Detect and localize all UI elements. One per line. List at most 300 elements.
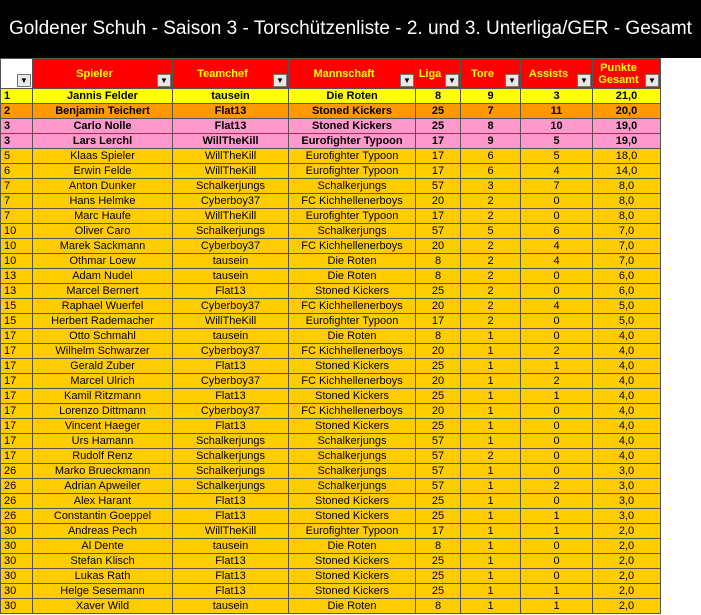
liga-cell[interactable]: 17 [416, 149, 461, 164]
table-row[interactable] [1, 419, 661, 434]
punkte-cell[interactable]: 20,0 [593, 104, 661, 119]
tore-cell[interactable]: 1 [461, 479, 521, 494]
punkte-cell[interactable]: 8,0 [593, 179, 661, 194]
punkte-cell[interactable]: 21,0 [593, 89, 661, 104]
punkte-cell[interactable]: 2,0 [593, 599, 661, 614]
teamchef-cell[interactable]: WillTheKill [173, 314, 289, 329]
assists-cell[interactable]: 1 [521, 359, 593, 374]
tore-cell[interactable]: 1 [461, 329, 521, 344]
player-cell[interactable]: Kamil Ritzmann [33, 389, 173, 404]
assists-cell[interactable]: 0 [521, 284, 593, 299]
team-cell[interactable]: Eurofighter Typoon [289, 524, 416, 539]
teamchef-cell[interactable]: WillTheKill [173, 149, 289, 164]
tore-cell[interactable]: 2 [461, 209, 521, 224]
table-row[interactable] [1, 389, 661, 404]
teamchef-cell[interactable]: Schalkerjungs [173, 464, 289, 479]
player-cell[interactable]: Andreas Pech [33, 524, 173, 539]
tore-cell[interactable]: 1 [461, 494, 521, 509]
team-cell[interactable]: Stoned Kickers [289, 569, 416, 584]
punkte-cell[interactable]: 14,0 [593, 164, 661, 179]
player-cell[interactable]: Herbert Rademacher [33, 314, 173, 329]
punkte-cell[interactable]: 8,0 [593, 194, 661, 209]
player-cell[interactable]: Xaver Wild [33, 599, 173, 614]
team-cell[interactable]: Stoned Kickers [289, 419, 416, 434]
player-cell[interactable]: Stefan Klisch [33, 554, 173, 569]
player-cell[interactable]: Erwin Felde [33, 164, 173, 179]
assists-cell[interactable]: 0 [521, 419, 593, 434]
teamchef-cell[interactable]: tausein [173, 539, 289, 554]
liga-cell[interactable]: 57 [416, 449, 461, 464]
liga-cell[interactable]: 25 [416, 104, 461, 119]
player-cell[interactable]: Benjamin Teichert [33, 104, 173, 119]
table-row[interactable] [1, 539, 661, 554]
punkte-cell[interactable]: 4,0 [593, 389, 661, 404]
table-row[interactable] [1, 104, 661, 119]
liga-cell[interactable]: 57 [416, 179, 461, 194]
liga-cell[interactable]: 8 [416, 599, 461, 614]
team-cell[interactable]: Stoned Kickers [289, 359, 416, 374]
punkte-cell[interactable]: 5,0 [593, 314, 661, 329]
rank-cell[interactable]: 17 [1, 419, 33, 434]
table-row[interactable] [1, 164, 661, 179]
assists-cell[interactable]: 0 [521, 194, 593, 209]
team-cell[interactable]: Schalkerjungs [289, 224, 416, 239]
tore-cell[interactable]: 2 [461, 299, 521, 314]
teamchef-cell[interactable]: tausein [173, 269, 289, 284]
team-cell[interactable]: Eurofighter Typoon [289, 149, 416, 164]
team-cell[interactable]: Stoned Kickers [289, 119, 416, 134]
team-cell[interactable]: Stoned Kickers [289, 284, 416, 299]
punkte-cell[interactable]: 19,0 [593, 134, 661, 149]
tore-cell[interactable]: 1 [461, 359, 521, 374]
player-cell[interactable]: Lukas Rath [33, 569, 173, 584]
tore-cell[interactable]: 8 [461, 119, 521, 134]
punkte-cell[interactable]: 3,0 [593, 464, 661, 479]
liga-cell[interactable]: 20 [416, 194, 461, 209]
team-cell[interactable]: FC Kichhellenerboys [289, 239, 416, 254]
team-cell[interactable]: Schalkerjungs [289, 179, 416, 194]
assists-cell[interactable]: 7 [521, 179, 593, 194]
table-row[interactable] [1, 449, 661, 464]
team-cell[interactable]: Die Roten [289, 89, 416, 104]
player-cell[interactable]: Marc Haufe [33, 209, 173, 224]
rank-cell[interactable]: 30 [1, 539, 33, 554]
table-row[interactable] [1, 314, 661, 329]
player-cell[interactable]: Jannis Felder [33, 89, 173, 104]
team-cell[interactable]: Stoned Kickers [289, 509, 416, 524]
player-cell[interactable]: Constantin Goeppel [33, 509, 173, 524]
assists-cell[interactable]: 2 [521, 479, 593, 494]
liga-cell[interactable]: 8 [416, 89, 461, 104]
table-row[interactable] [1, 359, 661, 374]
liga-cell[interactable]: 8 [416, 329, 461, 344]
punkte-cell[interactable]: 2,0 [593, 539, 661, 554]
liga-cell[interactable]: 17 [416, 524, 461, 539]
player-cell[interactable]: Adam Nudel [33, 269, 173, 284]
tore-cell[interactable]: 5 [461, 224, 521, 239]
tore-cell[interactable]: 1 [461, 434, 521, 449]
punkte-cell[interactable]: 4,0 [593, 374, 661, 389]
punkte-cell[interactable]: 2,0 [593, 554, 661, 569]
teamchef-cell[interactable]: tausein [173, 329, 289, 344]
tore-cell[interactable]: 2 [461, 449, 521, 464]
liga-cell[interactable]: 25 [416, 569, 461, 584]
rank-cell[interactable]: 17 [1, 374, 33, 389]
teamchef-cell[interactable]: Flat13 [173, 119, 289, 134]
rank-cell[interactable]: 7 [1, 179, 33, 194]
rank-cell[interactable]: 10 [1, 224, 33, 239]
player-cell[interactable]: Marek Sackmann [33, 239, 173, 254]
assists-cell[interactable]: 0 [521, 449, 593, 464]
assists-cell[interactable]: 0 [521, 554, 593, 569]
table-row[interactable] [1, 404, 661, 419]
tore-cell[interactable]: 1 [461, 569, 521, 584]
player-cell[interactable]: Otto Schmahl [33, 329, 173, 344]
tore-cell[interactable]: 2 [461, 269, 521, 284]
rank-cell[interactable]: 26 [1, 494, 33, 509]
punkte-cell[interactable]: 2,0 [593, 569, 661, 584]
punkte-cell[interactable]: 7,0 [593, 254, 661, 269]
table-row[interactable] [1, 299, 661, 314]
assists-cell[interactable]: 0 [521, 434, 593, 449]
player-cell[interactable]: Al Dente [33, 539, 173, 554]
tore-cell[interactable]: 1 [461, 404, 521, 419]
tore-cell[interactable]: 2 [461, 284, 521, 299]
tore-cell[interactable]: 1 [461, 599, 521, 614]
team-cell[interactable]: Die Roten [289, 539, 416, 554]
tore-cell[interactable]: 2 [461, 314, 521, 329]
tore-cell[interactable]: 3 [461, 179, 521, 194]
liga-cell[interactable]: 8 [416, 254, 461, 269]
teamchef-cell[interactable]: WillTheKill [173, 209, 289, 224]
liga-cell[interactable]: 25 [416, 554, 461, 569]
assists-cell[interactable]: 3 [521, 89, 593, 104]
teamchef-cell[interactable]: WillTheKill [173, 524, 289, 539]
punkte-cell[interactable]: 8,0 [593, 209, 661, 224]
tore-cell[interactable]: 1 [461, 464, 521, 479]
assists-cell[interactable]: 1 [521, 389, 593, 404]
assists-cell[interactable]: 1 [521, 599, 593, 614]
assists-cell[interactable]: 0 [521, 569, 593, 584]
punkte-cell[interactable]: 4,0 [593, 359, 661, 374]
liga-cell[interactable]: 8 [416, 269, 461, 284]
player-cell[interactable]: Vincent Haeger [33, 419, 173, 434]
punkte-cell[interactable]: 7,0 [593, 224, 661, 239]
team-cell[interactable]: Die Roten [289, 269, 416, 284]
rank-cell[interactable]: 15 [1, 314, 33, 329]
table-row[interactable] [1, 494, 661, 509]
assists-cell[interactable]: 0 [521, 329, 593, 344]
assists-cell[interactable]: 0 [521, 539, 593, 554]
punkte-cell[interactable]: 6,0 [593, 284, 661, 299]
filter-dropdown-icon[interactable]: ▼ [157, 74, 171, 87]
teamchef-cell[interactable]: Flat13 [173, 419, 289, 434]
liga-cell[interactable]: 20 [416, 299, 461, 314]
assists-cell[interactable]: 0 [521, 494, 593, 509]
punkte-cell[interactable]: 3,0 [593, 479, 661, 494]
table-row[interactable] [1, 509, 661, 524]
tore-cell[interactable]: 9 [461, 89, 521, 104]
teamchef-cell[interactable]: Schalkerjungs [173, 179, 289, 194]
rank-cell[interactable]: 26 [1, 479, 33, 494]
rank-cell[interactable]: 17 [1, 329, 33, 344]
table-row[interactable] [1, 479, 661, 494]
teamchef-cell[interactable]: Flat13 [173, 494, 289, 509]
team-cell[interactable]: FC Kichhellenerboys [289, 344, 416, 359]
tore-cell[interactable]: 6 [461, 149, 521, 164]
team-cell[interactable]: Stoned Kickers [289, 104, 416, 119]
team-cell[interactable]: Eurofighter Typoon [289, 164, 416, 179]
teamchef-cell[interactable]: tausein [173, 254, 289, 269]
player-cell[interactable]: Marcel Ulrich [33, 374, 173, 389]
table-row[interactable] [1, 569, 661, 584]
assists-cell[interactable]: 2 [521, 344, 593, 359]
assists-cell[interactable]: 4 [521, 239, 593, 254]
table-row[interactable] [1, 329, 661, 344]
liga-cell[interactable]: 20 [416, 239, 461, 254]
team-cell[interactable]: Stoned Kickers [289, 584, 416, 599]
liga-cell[interactable]: 20 [416, 404, 461, 419]
team-cell[interactable]: Die Roten [289, 254, 416, 269]
liga-cell[interactable]: 57 [416, 224, 461, 239]
player-cell[interactable]: Othmar Loew [33, 254, 173, 269]
teamchef-cell[interactable]: Schalkerjungs [173, 224, 289, 239]
team-cell[interactable]: Eurofighter Typoon [289, 209, 416, 224]
punkte-cell[interactable]: 4,0 [593, 404, 661, 419]
assists-cell[interactable]: 0 [521, 209, 593, 224]
rank-cell[interactable]: 13 [1, 284, 33, 299]
player-cell[interactable]: Gerald Zuber [33, 359, 173, 374]
rank-cell[interactable]: 7 [1, 209, 33, 224]
assists-cell[interactable]: 11 [521, 104, 593, 119]
teamchef-cell[interactable]: Flat13 [173, 389, 289, 404]
teamchef-cell[interactable]: Schalkerjungs [173, 434, 289, 449]
tore-cell[interactable]: 1 [461, 584, 521, 599]
rank-cell[interactable]: 17 [1, 404, 33, 419]
tore-cell[interactable]: 1 [461, 344, 521, 359]
table-row[interactable] [1, 89, 661, 104]
filter-dropdown-icon[interactable]: ▼ [577, 74, 591, 87]
teamchef-cell[interactable]: tausein [173, 599, 289, 614]
table-row[interactable] [1, 344, 661, 359]
player-cell[interactable]: Anton Dunker [33, 179, 173, 194]
rank-cell[interactable]: 26 [1, 509, 33, 524]
table-row[interactable] [1, 524, 661, 539]
filter-dropdown-icon[interactable]: ▼ [505, 74, 519, 87]
rank-cell[interactable]: 26 [1, 464, 33, 479]
rank-cell[interactable]: 3 [1, 134, 33, 149]
punkte-cell[interactable]: 4,0 [593, 419, 661, 434]
liga-cell[interactable]: 17 [416, 134, 461, 149]
table-row[interactable] [1, 149, 661, 164]
tore-cell[interactable]: 1 [461, 524, 521, 539]
punkte-cell[interactable]: 4,0 [593, 344, 661, 359]
player-cell[interactable]: Wilhelm Schwarzer [33, 344, 173, 359]
liga-cell[interactable]: 25 [416, 284, 461, 299]
table-row[interactable] [1, 284, 661, 299]
table-row[interactable] [1, 224, 661, 239]
teamchef-cell[interactable]: Flat13 [173, 584, 289, 599]
teamchef-cell[interactable]: Flat13 [173, 509, 289, 524]
rank-cell[interactable]: 17 [1, 344, 33, 359]
liga-cell[interactable]: 57 [416, 464, 461, 479]
team-cell[interactable]: Stoned Kickers [289, 554, 416, 569]
teamchef-cell[interactable]: Cyberboy37 [173, 239, 289, 254]
liga-cell[interactable]: 25 [416, 419, 461, 434]
teamchef-cell[interactable]: Cyberboy37 [173, 404, 289, 419]
tore-cell[interactable]: 1 [461, 374, 521, 389]
rank-cell[interactable]: 17 [1, 449, 33, 464]
rank-cell[interactable]: 15 [1, 299, 33, 314]
teamchef-cell[interactable]: Schalkerjungs [173, 449, 289, 464]
teamchef-cell[interactable]: Flat13 [173, 554, 289, 569]
assists-cell[interactable]: 0 [521, 404, 593, 419]
filter-dropdown-icon[interactable]: ▼ [645, 74, 659, 87]
team-cell[interactable]: Schalkerjungs [289, 434, 416, 449]
table-row[interactable] [1, 599, 661, 614]
table-row[interactable] [1, 434, 661, 449]
player-cell[interactable]: Klaas Spieler [33, 149, 173, 164]
assists-cell[interactable]: 4 [521, 299, 593, 314]
team-cell[interactable]: Die Roten [289, 599, 416, 614]
team-cell[interactable]: Eurofighter Typoon [289, 314, 416, 329]
player-cell[interactable]: Lorenzo Dittmann [33, 404, 173, 419]
teamchef-cell[interactable]: Flat13 [173, 104, 289, 119]
team-cell[interactable]: FC Kichhellenerboys [289, 194, 416, 209]
punkte-cell[interactable]: 4,0 [593, 329, 661, 344]
punkte-cell[interactable]: 7,0 [593, 239, 661, 254]
team-cell[interactable]: Die Roten [289, 329, 416, 344]
tore-cell[interactable]: 6 [461, 164, 521, 179]
rank-cell[interactable]: 30 [1, 554, 33, 569]
teamchef-cell[interactable]: Cyberboy37 [173, 374, 289, 389]
rank-cell[interactable]: 13 [1, 269, 33, 284]
liga-cell[interactable]: 25 [416, 389, 461, 404]
rank-cell[interactable]: 6 [1, 164, 33, 179]
player-cell[interactable]: Alex Harant [33, 494, 173, 509]
teamchef-cell[interactable]: WillTheKill [173, 164, 289, 179]
assists-cell[interactable]: 5 [521, 134, 593, 149]
assists-cell[interactable]: 1 [521, 524, 593, 539]
filter-dropdown-icon[interactable]: ▼ [400, 74, 414, 87]
liga-cell[interactable]: 25 [416, 509, 461, 524]
liga-cell[interactable]: 17 [416, 164, 461, 179]
punkte-cell[interactable]: 3,0 [593, 494, 661, 509]
teamchef-cell[interactable]: Cyberboy37 [173, 194, 289, 209]
table-row[interactable] [1, 119, 661, 134]
rank-cell[interactable]: 7 [1, 194, 33, 209]
filter-dropdown-icon[interactable]: ▼ [445, 74, 459, 87]
liga-cell[interactable]: 25 [416, 494, 461, 509]
punkte-cell[interactable]: 2,0 [593, 584, 661, 599]
team-cell[interactable]: Stoned Kickers [289, 389, 416, 404]
filter-dropdown-icon[interactable]: ▼ [273, 74, 287, 87]
liga-cell[interactable]: 57 [416, 434, 461, 449]
table-row[interactable] [1, 134, 661, 149]
rank-cell[interactable]: 30 [1, 569, 33, 584]
liga-cell[interactable]: 20 [416, 374, 461, 389]
punkte-cell[interactable]: 3,0 [593, 509, 661, 524]
tore-cell[interactable]: 2 [461, 239, 521, 254]
assists-cell[interactable]: 1 [521, 584, 593, 599]
table-row[interactable] [1, 254, 661, 269]
player-cell[interactable]: Marcel Bernert [33, 284, 173, 299]
tore-cell[interactable]: 1 [461, 539, 521, 554]
player-cell[interactable]: Rudolf Renz [33, 449, 173, 464]
table-row[interactable] [1, 269, 661, 284]
teamchef-cell[interactable]: Flat13 [173, 284, 289, 299]
team-cell[interactable]: FC Kichhellenerboys [289, 299, 416, 314]
rank-cell[interactable]: 17 [1, 389, 33, 404]
player-cell[interactable]: Carlo Nolle [33, 119, 173, 134]
rank-cell[interactable]: 30 [1, 524, 33, 539]
rank-cell[interactable]: 2 [1, 104, 33, 119]
assists-cell[interactable]: 4 [521, 254, 593, 269]
tore-cell[interactable]: 2 [461, 194, 521, 209]
tore-cell[interactable]: 1 [461, 509, 521, 524]
liga-cell[interactable]: 25 [416, 359, 461, 374]
punkte-cell[interactable]: 6,0 [593, 269, 661, 284]
rank-cell[interactable]: 30 [1, 599, 33, 614]
tore-cell[interactable]: 1 [461, 389, 521, 404]
team-cell[interactable]: FC Kichhellenerboys [289, 374, 416, 389]
player-cell[interactable]: Urs Hamann [33, 434, 173, 449]
teamchef-cell[interactable]: tausein [173, 89, 289, 104]
rank-cell[interactable]: 3 [1, 119, 33, 134]
liga-cell[interactable]: 17 [416, 314, 461, 329]
table-row[interactable] [1, 554, 661, 569]
rank-cell[interactable]: 10 [1, 254, 33, 269]
punkte-cell[interactable]: 2,0 [593, 524, 661, 539]
team-cell[interactable]: Schalkerjungs [289, 464, 416, 479]
player-cell[interactable]: Marko Brueckmann [33, 464, 173, 479]
assists-cell[interactable]: 4 [521, 164, 593, 179]
tore-cell[interactable]: 1 [461, 419, 521, 434]
assists-cell[interactable]: 2 [521, 374, 593, 389]
liga-cell[interactable]: 8 [416, 539, 461, 554]
assists-cell[interactable]: 6 [521, 224, 593, 239]
assists-cell[interactable]: 5 [521, 149, 593, 164]
liga-cell[interactable]: 25 [416, 584, 461, 599]
rank-cell[interactable]: 17 [1, 434, 33, 449]
teamchef-cell[interactable]: Flat13 [173, 569, 289, 584]
player-cell[interactable]: Raphael Wuerfel [33, 299, 173, 314]
player-cell[interactable]: Helge Sesemann [33, 584, 173, 599]
tore-cell[interactable]: 2 [461, 254, 521, 269]
assists-cell[interactable]: 10 [521, 119, 593, 134]
teamchef-cell[interactable]: Flat13 [173, 359, 289, 374]
table-row[interactable] [1, 374, 661, 389]
tore-cell[interactable]: 9 [461, 134, 521, 149]
teamchef-cell[interactable]: Schalkerjungs [173, 479, 289, 494]
punkte-cell[interactable]: 18,0 [593, 149, 661, 164]
rank-cell[interactable]: 5 [1, 149, 33, 164]
table-row[interactable] [1, 464, 661, 479]
tore-cell[interactable]: 7 [461, 104, 521, 119]
table-row[interactable] [1, 239, 661, 254]
player-cell[interactable]: Adrian Apweiler [33, 479, 173, 494]
tore-cell[interactable]: 1 [461, 554, 521, 569]
team-cell[interactable]: FC Kichhellenerboys [289, 404, 416, 419]
rank-cell[interactable]: 10 [1, 239, 33, 254]
player-cell[interactable]: Hans Helmke [33, 194, 173, 209]
player-cell[interactable]: Lars Lerchl [33, 134, 173, 149]
table-row[interactable] [1, 584, 661, 599]
team-cell[interactable]: Schalkerjungs [289, 479, 416, 494]
team-cell[interactable]: Schalkerjungs [289, 449, 416, 464]
liga-cell[interactable]: 20 [416, 344, 461, 359]
punkte-cell[interactable]: 4,0 [593, 449, 661, 464]
